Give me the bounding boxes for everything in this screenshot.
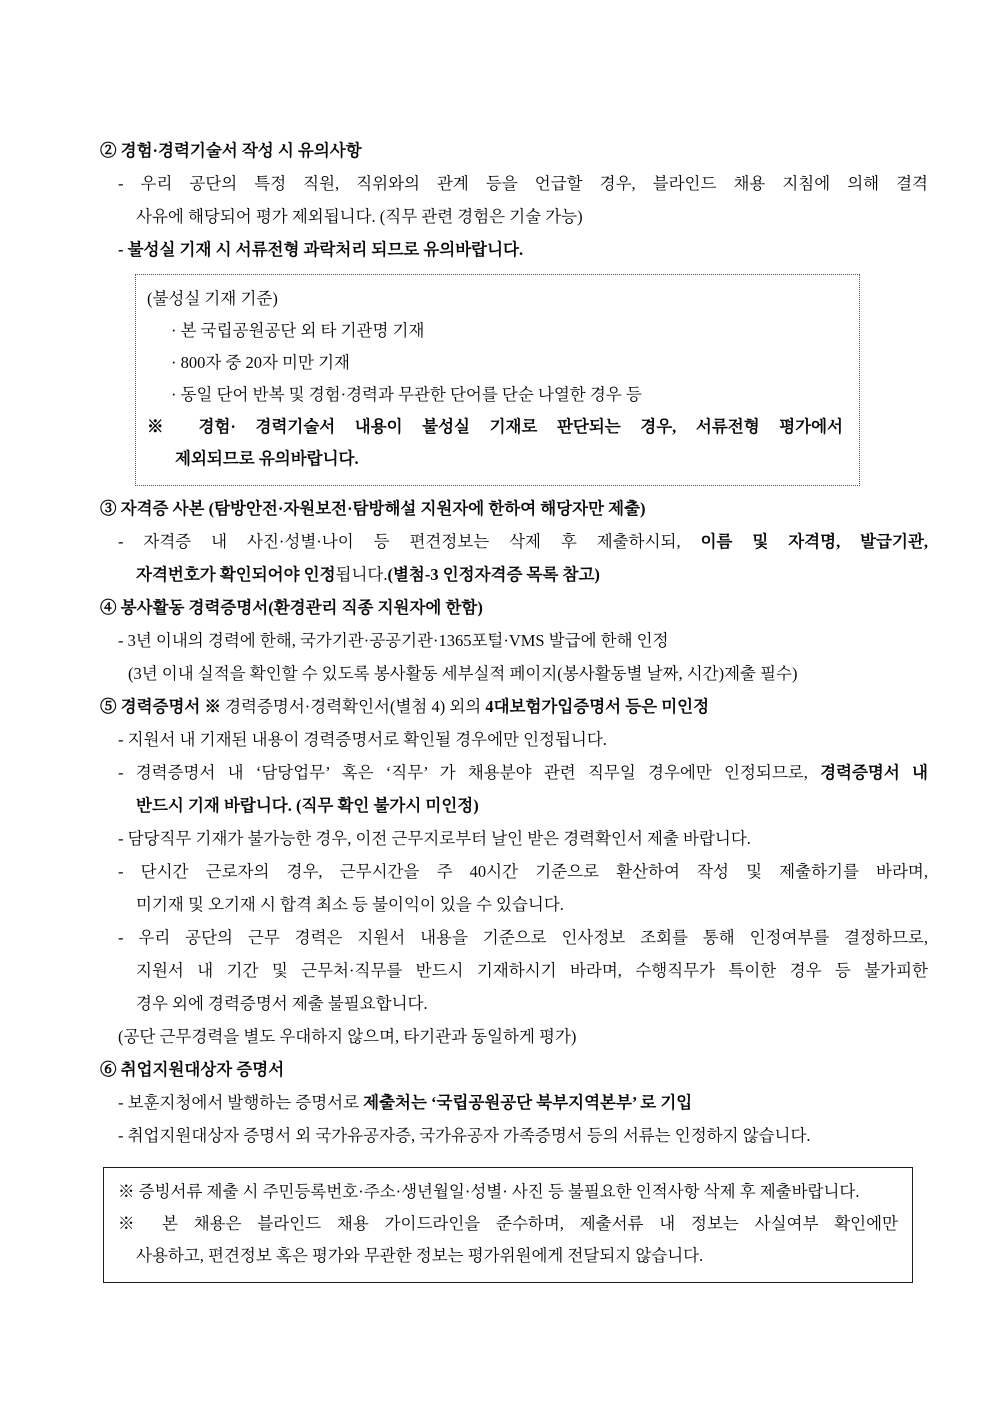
section3-bullet1-line2 — [100, 558, 928, 591]
text-run-bold: (별첨-3 인정자격증 목록 참고) — [387, 565, 600, 584]
section2-heading: ② 경험·경력기술서 작성 시 유의사항 — [100, 141, 362, 160]
section5-bullet4-line2: 미기재 및 오기재 시 합격 최소 등 불이익이 있을 수 있습니다. — [136, 895, 564, 914]
text-run-bold: 4대보험가입증명서 등은 미인정 — [485, 697, 710, 716]
section3-heading: ③ 자격증 사본 (탐방안전·자원보전·탐방해설 지원자에 한하여 해당자만 제출) — [100, 499, 646, 518]
box1-note-line1: ※ 경험· 경력기술서 내용이 불성실 기재로 판단되는 경우, 서류전형 평가에서 — [147, 417, 843, 436]
text-run: - 보훈지청에서 발행하는 증명서로 — [118, 1093, 364, 1112]
section2-bullet1-line2: 사유에 해당되어 평가 제외됩니다. (직무 관련 경험은 기술 가능) — [136, 207, 583, 226]
section2-bullet2: - 불성실 기재 시 서류전형 과락처리 되므로 유의바랍니다. — [118, 240, 524, 259]
section5-paren-note: (공단 근무경력을 별도 우대하지 않으며, 타기관과 동일하게 평가) — [118, 1027, 577, 1046]
box2-line1: ※ 증빙서류 제출 시 주민등록번호·주소·생년월일·성별· 사진 등 불필요한 인적사항 삭제 후 제출바랍니다. — [118, 1182, 860, 1201]
section5-bullet5-line3: 경우 외에 경력증명서 제출 불필요합니다. — [136, 994, 428, 1013]
text-run-bold: 경력증명서 내 — [820, 763, 928, 782]
section5-heading — [100, 690, 928, 723]
text-run: - 자격증 내 사진·성별·나이 등 편견정보는 삭제 후 제출하시되, — [118, 532, 701, 551]
text-run: - 경력증명서 내 ‘담당업무’ 혹은 ‘직무’ 가 채용분야 관련 직무일 경우에만 인정되므로, — [118, 763, 821, 782]
box1-item-2: · 800자 중 20자 미만 기재 — [171, 353, 350, 372]
text-run: 경력증명서·경력확인서(별첨 4) 외의 — [220, 697, 486, 716]
text-run-bold: 제출처는 ‘국립공원공단 북부지역본부’ 로 기입 — [363, 1093, 693, 1112]
final-notice-box — [103, 1167, 913, 1283]
section5-bullet4-line1: - 단시간 근로자의 경우, 근무시간을 주 40시간 기준으로 환산하여 작성 및 제출하기를 바라며, — [118, 862, 928, 881]
box2-line3: 사용하고, 편견정보 혹은 평가와 무관한 정보는 평가위원에게 전달되지 않습니다. — [136, 1246, 704, 1265]
section4-paren-note: (3년 이내 실적을 확인할 수 있도록 봉사활동 세부실적 페이지(봉사활동별 날짜, 시간)제출 필수) — [128, 664, 798, 683]
section4-bullet1: - 3년 이내의 경력에 한해, 국가기관·공공기관·1365포털·VMS 발급에 한해 인정 — [118, 631, 669, 650]
insincere-entry-criteria-box — [135, 274, 860, 486]
box1-note-line2: 제외되므로 유의바랍니다. — [175, 449, 359, 468]
text-run-bold: ⑤ 경력증명서 ※ — [100, 697, 221, 716]
section2-bullet1-line1: - 우리 공단의 특정 직원, 직위와의 관계 등을 언급할 경우, 블라인드 채용 지침에 의해 결격 — [118, 174, 928, 193]
section4-heading: ④ 봉사활동 경력증명서(환경관리 직종 지원자에 한함) — [100, 598, 483, 617]
section5-bullet1: - 지원서 내 기재된 내용이 경력증명서로 확인될 경우에만 인정됩니다. — [118, 730, 607, 749]
document-content — [100, 134, 928, 1283]
section5-bullet2-line2: 반드시 기재 바랍니다. (직무 확인 불가시 미인정) — [136, 796, 479, 815]
box1-title: (불성실 기재 기준) — [147, 289, 278, 308]
box1-item-1: · 본 국립공원공단 외 타 기관명 기재 — [171, 321, 425, 340]
section6-bullet1 — [100, 1086, 928, 1119]
section5-bullet5-line2: 지원서 내 기간 및 근무처·직무를 반드시 기재하시기 바라며, 수행직무가 특이한 경우 등 불가피한 — [136, 961, 928, 980]
text-run-bold: 자격번호가 확인되어야 인정 — [136, 565, 336, 584]
section5-bullet3: - 담당직무 기재가 불가능한 경우, 이전 근무지로부터 날인 받은 경력확인서 제출 바랍니다. — [118, 829, 751, 848]
text-run: 됩니다. — [335, 565, 388, 584]
section3-bullet1-line1 — [100, 525, 928, 558]
section6-heading: ⑥ 취업지원대상자 증명서 — [100, 1060, 285, 1079]
section6-bullet2: - 취업지원대상자 증명서 외 국가유공자증, 국가유공자 가족증명서 등의 서류는 인정하지 않습니다. — [118, 1126, 811, 1145]
section5-bullet2-line1 — [100, 756, 928, 789]
section5-bullet5-line1: - 우리 공단의 근무 경력은 지원서 내용을 기준으로 인사정보 조회를 통해 인정여부를 결정하므로, — [118, 928, 928, 947]
box2-line2: ※ 본 채용은 블라인드 채용 가이드라인을 준수하며, 제출서류 내 정보는 사실여부 확인에만 — [118, 1214, 898, 1233]
text-run-bold: 이름 및 자격명, 발급기관, — [700, 532, 929, 551]
box1-item-3: · 동일 단어 반복 및 경험·경력과 무관한 단어를 단순 나열한 경우 등 — [171, 385, 642, 404]
